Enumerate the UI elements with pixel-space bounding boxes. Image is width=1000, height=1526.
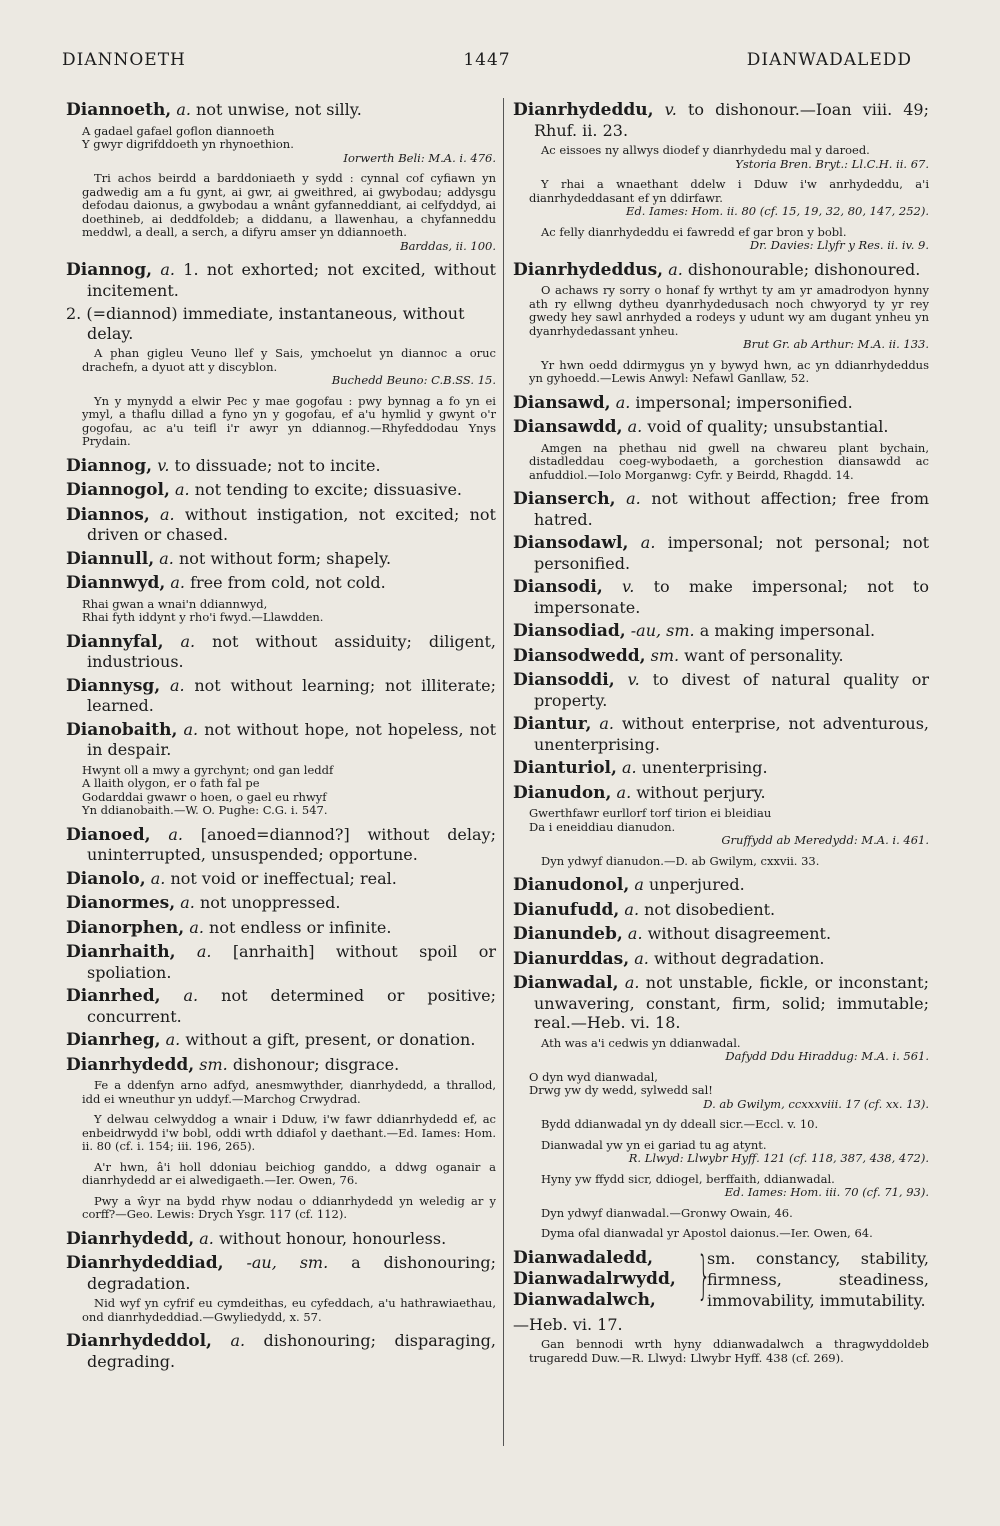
headword: Diannyfal,	[66, 631, 164, 652]
definition: not unwise, not silly.	[196, 100, 362, 119]
definition: without enterprise, not adventurous, unenterprising.	[534, 714, 929, 754]
citation-source: Dr. Davies: Llyfr y Res. ii. iv. 9.	[749, 238, 929, 252]
headword: Diannog,	[66, 455, 153, 476]
definition: unperjured.	[648, 875, 745, 894]
headword: Dianrhed,	[66, 986, 161, 1006]
part-of-speech: a.	[159, 548, 174, 568]
citation-quote	[529, 1173, 929, 1200]
quote-text: Tri achos beirdd a barddoniaeth y sydd : cynnal cof cyfiawn yn gadwedig am a fu gynt, ai gwr, ai gweithred, ai gwybodau; addysgu defodau daionus, a gwybodau a wnânt gyfanneddiant, ai celfyddyd, ai doethineb, ai deddfoldeb; a diddanu, a llawenhau, a chyfanneddu meddwl, a deall, a serch, a difyru amser yn ddiannoeth.	[82, 171, 496, 239]
headword: Diannogol,	[66, 480, 170, 500]
part-of-speech: a.	[189, 917, 204, 937]
quote-text: O achaws ry sorry o honaf fy wrthyt ty am yr amadrodyon hynny ath ry ellwng dytheu dyanrhydedusach noch chwyoryd ty yr rey gwedy hey sawl anrhyded a rodeys y udunt wy am dugant ynheu yn dyanrhydedassant ynheu.	[529, 283, 929, 338]
right-column	[513, 100, 929, 1372]
citation-quote	[529, 226, 929, 253]
headword: Dianrhydeddol,	[66, 1331, 212, 1351]
citation-quote	[529, 1071, 929, 1112]
quote-text: Ath was a'i cedwis yn ddianwadal.	[541, 1035, 741, 1050]
running-header	[62, 50, 912, 76]
headword: Dianolo,	[66, 868, 146, 889]
definition: not tending to excite; dissuasive.	[194, 480, 462, 499]
citation-quote	[529, 855, 929, 869]
quote-text: Bydd ddianwadal yn dy ddeall sicr.—Eccl. v. 10.	[541, 1117, 819, 1131]
definition: 1. not exhorted; not excited, without incitement.	[87, 260, 496, 300]
quote-text: Ac felly dianrhydeddu ei fawredd ef gar bron y bobl.	[541, 224, 847, 239]
citation-quote	[82, 598, 496, 625]
dictionary-entry	[513, 417, 929, 438]
dictionary-entry	[513, 393, 929, 414]
citation-quote	[529, 807, 929, 848]
verse-line: Yn ddianobaith.—W. O. Pughe: C.G. i. 547.	[82, 803, 328, 817]
part-of-speech: a.	[170, 573, 185, 592]
definition: not without hope, not hopeless, not in despair.	[87, 719, 497, 759]
definition: not without form; shapely.	[178, 548, 392, 568]
headword: Dianoed,	[66, 824, 151, 845]
citation-quote	[529, 359, 929, 386]
quote-text: A'r hwn, â'i holl ddoniau beichiog ganddo, a ddwg oganair a dianrhydedd ar ei alwedigaeth.—Ier. Owen, 76.	[82, 1159, 496, 1187]
dictionary-entry	[66, 505, 496, 545]
quote-text: Nid wyf yn cyfrif eu cymdeithas, eu cyfeddach, a'u hathrawiaethau, ond dianrhydeddiad.—Gwyliedydd, x. 57.	[82, 1296, 496, 1324]
dictionary-entry	[66, 869, 496, 890]
grouped-entry	[513, 1245, 929, 1311]
part-of-speech: a.	[640, 533, 656, 552]
headword: Dianrhydeddiad,	[66, 1253, 224, 1273]
citation-quote	[82, 1113, 496, 1154]
verse-line: O dyn wyd dianwadal,	[529, 1069, 658, 1084]
brace-bracket: }	[697, 1245, 711, 1306]
part-of-speech: a.	[627, 924, 643, 943]
part-of-speech: a.	[176, 100, 191, 119]
verse-line: Drwg yw dy wedd, sylwedd sal!	[529, 1083, 713, 1097]
quote-text: Dyma ofal dianwadal yr Apostol daionus.—Ier. Owen, 64.	[541, 1226, 873, 1240]
citation-source: Brut Gr. ab Arthur: M.A. ii. 133.	[743, 337, 929, 351]
definition: not endless or infinite.	[209, 917, 392, 937]
definition: want of personality.	[684, 645, 844, 665]
part-of-speech: a.	[168, 824, 183, 844]
dictionary-entry	[513, 714, 929, 754]
header-left-guide-word: DIANNOETH	[62, 50, 186, 70]
dictionary-entry	[66, 1030, 496, 1051]
citation-quote	[529, 178, 929, 219]
citation-quote	[82, 1161, 496, 1188]
part-of-speech: a.	[668, 259, 683, 279]
part-of-speech: a.	[159, 504, 175, 524]
dictionary-entry	[513, 949, 929, 970]
definition: without disagreement.	[647, 924, 832, 943]
part-of-speech: -au, sm.	[630, 621, 695, 640]
dictionary-entry	[513, 489, 929, 529]
part-of-speech: a.	[624, 973, 640, 992]
dictionary-entry	[66, 1253, 496, 1293]
definition: sm. constancy, stability, firmness, steadiness, immovability, immutability.	[707, 1248, 929, 1310]
dictionary-entry	[513, 758, 929, 779]
headword: Dianrhydedd,	[66, 1228, 195, 1249]
headword: Dianormes,	[66, 893, 176, 913]
citation-source: Buchedd Beuno: C.B.SS. 15.	[331, 373, 496, 387]
headword: Dianrheg,	[66, 1030, 161, 1050]
dictionary-entry	[513, 100, 929, 140]
dictionary-entry	[513, 670, 929, 710]
definition: [anoed=diannod?] without delay; uninterrupted, unsuspended; opportune.	[87, 824, 496, 864]
headword: Diannwyd,	[66, 573, 166, 593]
citation-source: Ystoria Bren. Bryt.: Ll.C.H. ii. 67.	[735, 156, 929, 171]
part-of-speech: a.	[169, 675, 185, 695]
quote-text: Dyn ydwyf dianwadal.—Gronwy Owain, 46.	[541, 1205, 793, 1220]
part-of-speech: v.	[622, 577, 635, 596]
definition-continuation: —Heb. vi. 17.	[513, 1314, 623, 1334]
dictionary-entry	[513, 875, 929, 896]
part-of-speech: a.	[160, 260, 175, 279]
definition: to dishonour.—Ioan viii. 49; Rhuf. ii. 23.	[534, 100, 930, 140]
dictionary-entry	[66, 1331, 496, 1371]
verse-line: A llaith olygon, er o fath fal pe	[82, 776, 260, 790]
dictionary-entry	[66, 986, 496, 1026]
part-of-speech: a.	[627, 417, 643, 436]
definition: not void or ineffectual; real.	[170, 868, 397, 888]
quote-text: Yn y mynydd a elwir Pec y mae gogofau : pwy bynnag a fo yn ei ymyl, a thaflu dillad a fyno yn y gogofau, ef a'u hymlid y gwynt o'r gogofau, ac a'u teifl i'r awyr yn ddiannog.—Rhyfeddodau Ynys Prydain.	[82, 393, 496, 448]
part-of-speech: a.	[180, 631, 196, 651]
dictionary-entry	[513, 621, 929, 642]
headword: Diansawd,	[513, 392, 611, 413]
dictionary-entry	[66, 1055, 496, 1076]
dictionary-entry	[66, 942, 496, 982]
definition: not determined or positive; concurrent.	[87, 986, 496, 1026]
quote-text: Dyn ydwyf dianudon.—D. ab Gwilym, cxxvii. 33.	[541, 853, 820, 868]
headword: Dianrhydeddu,	[513, 100, 654, 120]
citation-source: Dafydd Ddu Hiraddug: M.A. i. 561.	[725, 1049, 929, 1063]
dictionary-entry	[66, 632, 496, 672]
quote-text: Y rhai a wnaethant ddelw i Dduw i'w anrhydeddu, a'i dianrhydeddasant ef yn ddirfawr.	[529, 177, 929, 205]
definition: unenterprising.	[641, 758, 768, 777]
definition: to make impersonal; not to impersonate.	[534, 577, 929, 617]
dictionary-entry	[66, 100, 496, 121]
dictionary-entry	[66, 720, 496, 760]
part-of-speech: a.	[180, 893, 195, 912]
definition: to dissuade; not to incite.	[174, 455, 381, 475]
definition-continuation: 2. (=diannod) immediate, instantaneous, without delay.	[66, 304, 465, 343]
definition: impersonal; impersonified.	[635, 392, 853, 412]
dictionary-entry	[513, 260, 929, 281]
left-column	[66, 100, 496, 1375]
part-of-speech: sm.	[199, 1054, 228, 1074]
dictionary-entry	[513, 577, 929, 617]
verse-line: Rhai fyth iddynt y rho'i fwyd.—Llawdden.	[82, 610, 324, 624]
definition: a making impersonal.	[699, 621, 876, 640]
verse-line: Y gwyr digrifddoeth yn rhynoethion.	[82, 137, 294, 151]
part-of-speech: a.	[199, 1228, 214, 1248]
dictionary-entry	[513, 533, 929, 573]
quote-text: Pwy a ŵyr na bydd rhyw nodau o ddianrhydedd yn weledig ar y corff?—Geo. Lewis: Drych Ysgr. 117 (cf. 112).	[82, 1193, 496, 1221]
citation-source: D. ab Gwilym, ccxxxviii. 17 (cf. xx. 13).	[703, 1096, 929, 1111]
dictionary-entry	[66, 573, 496, 594]
quote-text: Y delwau celwyddog a wnair i Dduw, i'w fawr ddianrhydedd ef, ac enbeidrwydd i'w bobl, oddi wrth ddiafol y daethant.—Ed. Iames: Hom. ii. 80 (cf. i. 154; iii. 196, 265).	[82, 1112, 496, 1153]
dictionary-entry	[513, 973, 929, 1033]
headword: Dianurddas,	[513, 948, 630, 969]
headword: Diannull,	[66, 548, 155, 569]
headword: Diansodawl,	[513, 533, 629, 553]
citation-quote	[529, 1207, 929, 1221]
dictionary-entry	[66, 893, 496, 914]
part-of-speech: a.	[626, 489, 641, 508]
part-of-speech: a.	[174, 480, 190, 499]
citation-quote	[529, 284, 929, 352]
verse-line: Gwerthfawr eurllorf torf tirion ei bleidiau	[529, 806, 772, 820]
part-of-speech: a.	[183, 719, 199, 739]
definition: not disobedient.	[644, 899, 776, 919]
definition: without a gift, present, or donation.	[185, 1030, 476, 1049]
headword: Diantur,	[513, 714, 592, 734]
citation-quote	[529, 1118, 929, 1132]
definition: not unstable, fickle, or inconstant; unwavering, constant, firm, solid; immutable; real.—Heb. vi. 18.	[534, 973, 929, 1032]
part-of-speech: a.	[196, 942, 212, 961]
dictionary-entry	[66, 480, 496, 501]
citation-quote	[82, 347, 496, 388]
headword: Dianwadaledd,	[513, 1247, 654, 1268]
citation-quote	[82, 395, 496, 449]
definition: not without affection; free from hatred.	[534, 489, 929, 529]
dictionary-entry	[66, 918, 496, 939]
part-of-speech: a.	[616, 782, 632, 802]
definition: [anrhaith] without spoil or spoliation.	[87, 942, 496, 982]
part-of-speech: sm.	[650, 645, 680, 665]
headword: Dianrhydeddus,	[513, 259, 664, 280]
headword: Dianobaith,	[66, 719, 178, 740]
quote-text: Ac eissoes ny allwys diodef y dianrhydedu mal y daroed.	[541, 143, 870, 157]
citation-quote	[82, 1079, 496, 1106]
dictionary-entry	[66, 456, 496, 477]
headword: Dianwadalwch,	[513, 1289, 656, 1310]
definition: to divest of natural quality or property.	[534, 670, 930, 710]
definition: impersonal; not personal; not personified.	[534, 533, 930, 573]
citation-quote	[529, 1227, 929, 1241]
headword: Diannysg,	[66, 675, 161, 696]
part-of-speech: a.	[624, 899, 640, 919]
quote-text: A phan gigleu Veuno llef y Sais, ymchoelut yn diannoc a oruc drachefn, a dyuot att y discyblon.	[82, 346, 496, 374]
citation-quote	[82, 172, 496, 253]
citation-quote	[529, 1139, 929, 1166]
verse-line: A gadael gafael goflon diannoeth	[82, 123, 275, 138]
quote-text: Gan bennodi wrth hyny ddianwadalwch a thragwyddoldeb trugaredd Duw.—R. Llwyd: Llwybr Hyff. 438 (cf. 269).	[529, 1337, 929, 1365]
definition: not unoppressed.	[199, 893, 341, 912]
dictionary-entry	[66, 825, 496, 865]
part-of-speech: -au, sm.	[246, 1253, 329, 1272]
part-of-speech: v.	[627, 670, 640, 689]
definition: without honour, honourless.	[218, 1228, 447, 1248]
citation-quote	[82, 1297, 496, 1324]
part-of-speech: a.	[165, 1030, 181, 1049]
verse-line: Godarddai gwawr o hoen, o gael eu rhwyf	[82, 789, 327, 804]
quote-text: Yr hwn oedd ddirmygus yn y bywyd hwn, ac yn ddianrhydeddus yn gyhoedd.—Lewis Anwyl: Nefawl Ganllaw, 52.	[529, 357, 929, 385]
headword: Diansodiad,	[513, 621, 626, 641]
definition: dishonouring; disparaging, degrading.	[87, 1331, 496, 1371]
dictionary-entry	[66, 549, 496, 570]
headword: Dianturiol,	[513, 758, 617, 778]
quote-text: Amgen na phethau nid gwell na chwareu plant bychain, distadleddau coeg-wybodaeth, a gorchestion diansawdd ac anfuddiol.—Iolo Morganwg: Cyfr. y Beirdd, Rhagdd. 14.	[529, 440, 929, 482]
headword: Diansoddi,	[513, 670, 615, 690]
citation-quote	[82, 764, 496, 818]
citation-source: Ed. Iames: Hom. ii. 80 (cf. 15, 19, 32, 80, 147, 252).	[626, 204, 929, 218]
page-number: 1447	[463, 50, 511, 70]
headword: Diannog,	[66, 260, 153, 280]
definition: not without learning; not illiterate; learned.	[87, 675, 497, 715]
part-of-speech: a.	[230, 1331, 246, 1350]
headword: Dianudon,	[513, 782, 612, 803]
citation-quote	[529, 144, 929, 171]
headword: Dianwadal,	[513, 973, 619, 993]
dictionary-entry	[66, 676, 496, 716]
part-of-speech: a.	[599, 714, 614, 733]
part-of-speech: v.	[157, 455, 170, 475]
dictionary-entry	[66, 260, 496, 300]
citation-source: Iorwerth Beli: M.A. i. 476.	[343, 150, 496, 165]
dictionary-entry	[513, 900, 929, 921]
grouped-headwords	[513, 1248, 693, 1311]
headword: Dianwadalrwydd,	[513, 1268, 676, 1289]
headword: Diannos,	[66, 504, 150, 525]
column-divider	[503, 98, 504, 1446]
definition: void of quality; unsubstantial.	[647, 417, 889, 436]
dictionary-entry	[513, 646, 929, 667]
headword: Dianorphen,	[66, 917, 185, 938]
headword: Dianrhaith,	[66, 942, 176, 962]
headword: Dianrhydedd,	[66, 1054, 195, 1075]
citation-quote	[82, 125, 496, 166]
headword: Diansawdd,	[513, 417, 623, 437]
citation-quote	[82, 1195, 496, 1222]
quote-text: Fe a ddenfyn arno adfyd, anesmwythder, dianrhydedd, a thrallod, idd ei wneuthur yn uddyf.—Marchog Crwydrad.	[82, 1078, 496, 1106]
headword: Dianserch,	[513, 489, 616, 509]
verse-line: Rhai gwan a wnai'n ddiannwyd,	[82, 596, 268, 611]
definition: free from cold, not cold.	[190, 573, 386, 592]
definition: without instigation, not excited; not driven or chased.	[87, 504, 496, 544]
citation-quote	[529, 442, 929, 483]
definition: dishonour; disgrace.	[232, 1054, 400, 1074]
verse-line: Hwynt oll a mwy a gyrchynt; ond gan leddf	[82, 762, 334, 777]
quote-text: Dianwadal yw yn ei gariad tu ag atynt.	[541, 1137, 767, 1152]
part-of-speech: v.	[664, 100, 677, 119]
citation-source: Barddas, ii. 100.	[400, 238, 496, 253]
header-right-guide-word: DIANWADALEDD	[746, 50, 912, 70]
citation-source: Ed. Iames: Hom. iii. 70 (cf. 71, 93).	[724, 1185, 929, 1199]
part-of-speech: a.	[634, 948, 649, 968]
citation-source: Gruffydd ab Meredydd: M.A. i. 461.	[721, 833, 929, 847]
headword: Diannoeth,	[66, 100, 172, 120]
part-of-speech: a.	[615, 392, 631, 412]
definition: without perjury.	[636, 782, 766, 802]
part-of-speech: a.	[183, 986, 199, 1005]
definition: not without assiduity; diligent, industrious.	[87, 631, 496, 671]
part-of-speech: a.	[150, 868, 166, 888]
citation-quote	[529, 1338, 929, 1365]
citation-quote	[529, 1037, 929, 1064]
definition: a dishonouring; degradation.	[87, 1253, 496, 1293]
part-of-speech: a	[634, 875, 644, 894]
definition: dishonourable; dishonoured.	[687, 259, 921, 279]
verse-line: Da i eneiddiau dianudon.	[529, 819, 676, 834]
headword: Dianundeb,	[513, 924, 623, 944]
definition: without degradation.	[653, 948, 825, 968]
dictionary-entry	[513, 924, 929, 945]
dictionary-entry	[513, 783, 929, 804]
headword: Diansodi,	[513, 577, 603, 597]
headword: Diansodwedd,	[513, 645, 646, 666]
citation-source: R. Llwyd: Llwybr Hyff. 121 (cf. 118, 387, 438, 472).	[628, 1151, 929, 1165]
dictionary-entry	[66, 1229, 496, 1250]
headword: Dianudonol,	[513, 875, 630, 895]
part-of-speech: a.	[622, 758, 637, 777]
headword: Dianufudd,	[513, 899, 620, 920]
quote-text: Hyny yw ffydd sicr, ddiogel, berffaith, ddianwadal.	[541, 1171, 835, 1186]
